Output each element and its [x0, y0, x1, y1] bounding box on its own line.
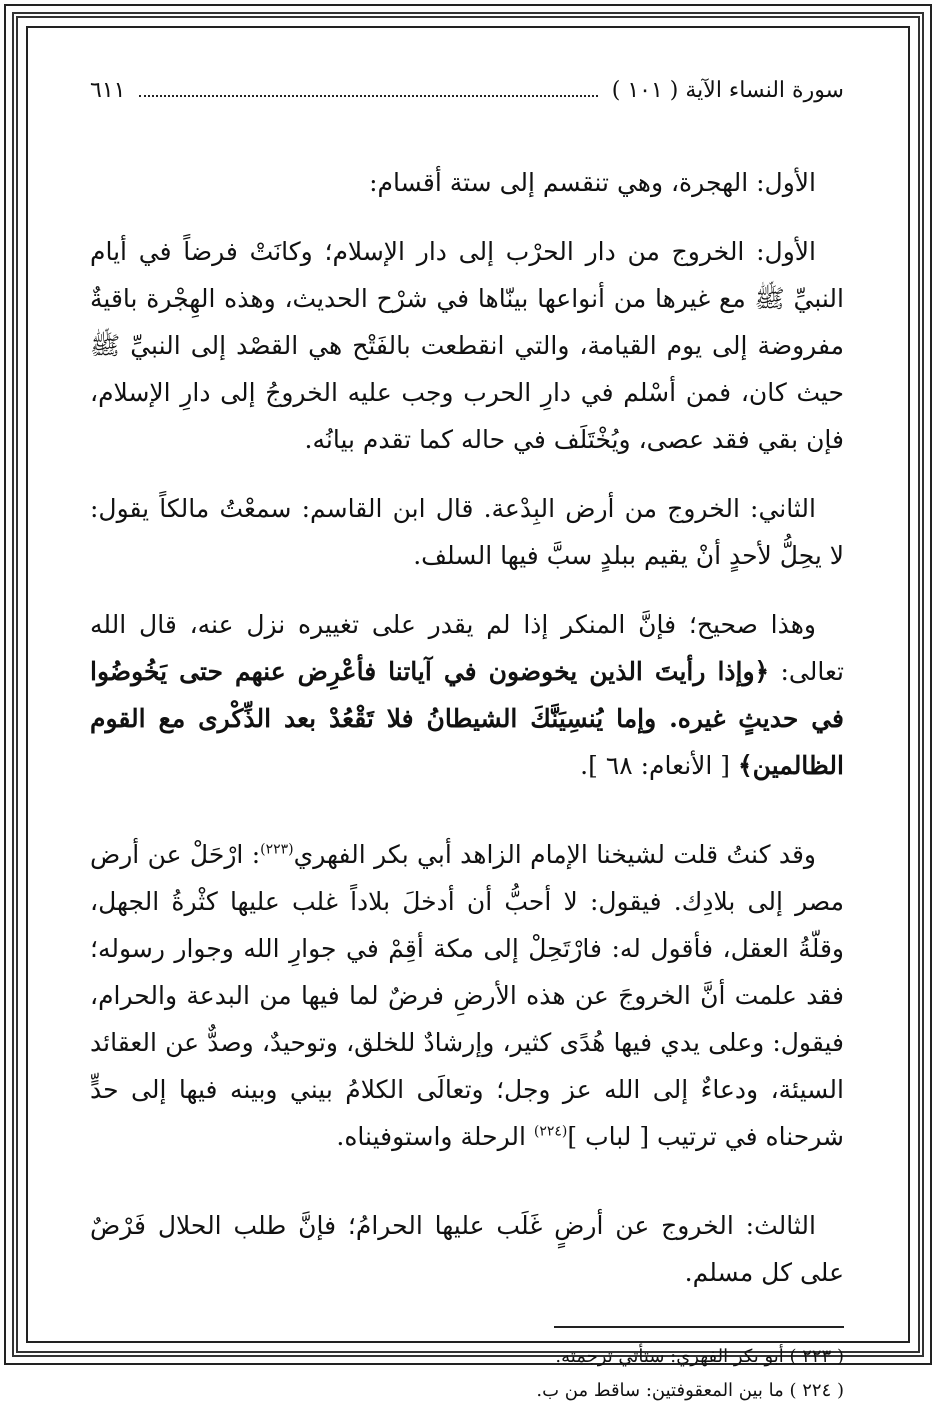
paragraph-4	[90, 601, 844, 789]
quran-verse: ﴿وإذا رأيتَ الذين يخوضون في آياتنا فأعْرِض عنهم حتى يَخُوضُوا في حديثٍ غيره. وإما يُنسِيَنَّكَ الشيطانُ فلا تَقْعُدْ بعد الذِّكْرى مع القوم الظالمين﴾	[90, 657, 844, 780]
paragraph-5-part3: الرحلة واستوفيناه.	[336, 1122, 534, 1151]
footnote-separator	[554, 1326, 844, 1328]
header-dot-leader	[139, 95, 597, 97]
running-header	[90, 78, 844, 103]
spacer	[90, 811, 844, 831]
paragraph-5-part2: : ارْحَلْ عن أرض مصر إلى بلادِك. فيقول: لا أحبُّ أن أدخلَ بلاداً غلب عليها كثْرةُ الجهل، وقلّةُ العقل، فأقول له: فارْتَحِلْ إلى مكة أقِمْ في جوارِ الله وجوار رسوله؛ فقد علمت أنَّ الخروجَ عن هذه الأرضِ فرضٌ لما فيها من البدعة والحرام، فيقول: وعلى يدي فيها هُدًى كثير، وإرشادٌ للخلق، وتوحيدٌ، وصدٌّ عن العقائد السيئة، ودعاءٌ إلى الله عز وجل؛ وتعالَى الكلامُ بيني وبينه فيها إلى حدٍّ شرحناه في ترتيب [ لباب ]	[90, 840, 844, 1151]
paragraph-5	[90, 831, 844, 1160]
footnote-ref-224: (٢٢٤)	[533, 1123, 568, 1140]
footnote-ref-223: (٢٢٣)	[260, 841, 294, 858]
paragraph-5-part1: وقد كنتُ قلت لشيخنا الإمام الزاهد أبي بكر الفهري	[293, 840, 816, 869]
paragraph-4-intro: وهذا صحيح؛ فإنَّ المنكر إذا لم يقدر على تغييره نزل عنه، قال الله تعالى:	[90, 610, 845, 686]
footnote-223: ( ٢٢٣ ) أبو بكر الفهري: ستأتي ترجمته.	[555, 1346, 844, 1367]
verse-citation: [ الأنعام: ٦٨ ].	[580, 751, 731, 780]
paragraph-2: الأول: الخروج من دار الحرْب إلى دار الإسلام؛ وكانَتْ فرضاً في أيام النبيِّ ﷺ مع غيرها من أنواعها بينّاها في شرْح الحديث، وهذه الهِجْرة باقيةٌ مفروضة إلى يوم القيامة، والتي انقطعت بالفَتْح هي القصْد إلى النبيِّ ﷺ حيث كان، فمن أسْلم في دارِ الحرب وجب عليه الخروجُ إلى دارِ الإسلام، فإن بقي فقد عصى، ويُخْتَلَف في حاله كما تقدم بيانُه.	[90, 237, 844, 454]
paragraph-6: الثالث: الخروج عن أرضٍ غَلَب عليها الحرامُ؛ فإنَّ طلب الحلال فَرْضٌ على كل مسلم.	[90, 1211, 844, 1287]
page-number: ٦١١	[90, 78, 126, 103]
page-content	[90, 78, 844, 1408]
spacer	[90, 1182, 844, 1202]
paragraph-1: الأول: الهجرة، وهي تنقسم إلى ستة أقسام:	[369, 168, 816, 197]
paragraph-3: الثاني: الخروج من أرض البِدْعة. قال ابن القاسم: سمعْتُ مالكاً يقول: لا يحِلُّ لأحدٍ أنْ يقيم ببلدٍ سبَّ فيها السلف.	[90, 494, 844, 570]
footnote-224: ( ٢٢٤ ) ما بين المعقوفتين: ساقط من ب.	[536, 1380, 844, 1401]
header-title: سورة النساء الآية ( ١٠١ )	[611, 78, 844, 103]
